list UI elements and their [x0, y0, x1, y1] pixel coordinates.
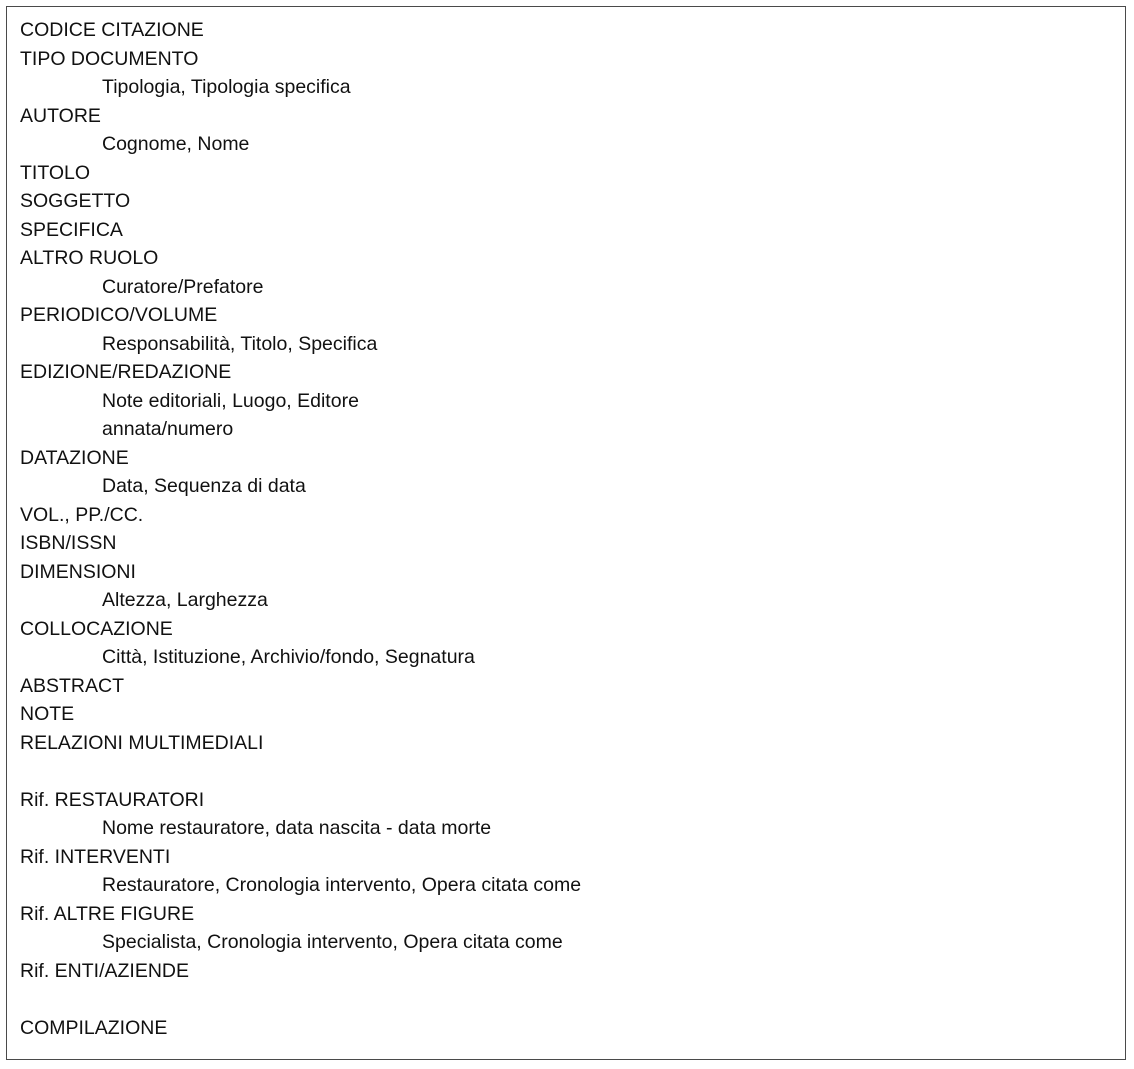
blank-line [20, 985, 581, 1014]
subfield-line: Curatore/Prefatore [102, 275, 264, 298]
field-heading: DATAZIONE [20, 446, 129, 469]
field-heading: TIPO DOCUMENTO [20, 47, 199, 70]
field-heading: COLLOCAZIONE [20, 617, 173, 640]
field-heading: DIMENSIONI [20, 560, 136, 583]
subfield-line: Tipologia, Tipologia specifica [102, 76, 351, 98]
field-heading: RELAZIONI MULTIMEDIALI [20, 731, 264, 754]
field-heading: EDIZIONE/REDAZIONE [20, 361, 232, 383]
field-heading: Rif. ENTI/AZIENDE [20, 959, 190, 982]
field-heading: ALTRO RUOLO [20, 247, 159, 269]
subfield-line: Altezza, Larghezza [102, 589, 268, 611]
subfield-line: Restauratore, Cronologia intervento, Opera citata come [102, 874, 582, 896]
field-heading: ISBN/ISSN [20, 532, 117, 554]
field-heading: NOTE [20, 703, 75, 725]
field-heading: COMPILAZIONE [20, 1016, 168, 1039]
field-heading: ABSTRACT [20, 674, 125, 697]
field-heading: SPECIFICA [20, 218, 123, 241]
field-heading: Rif. INTERVENTI [20, 845, 171, 868]
field-heading: PERIODICO/VOLUME [20, 304, 218, 326]
blank-line [20, 757, 581, 786]
field-heading: SOGGETTO [20, 190, 131, 212]
subfield-line: Responsabilità, Titolo, Specifica [102, 332, 378, 355]
schema-box [6, 6, 1126, 1060]
field-heading: Rif. ALTRE FIGURE [20, 902, 195, 925]
field-heading: TITOLO [20, 161, 91, 184]
field-list [20, 16, 581, 1042]
subfield-line: Nome restauratore, data nascita - data morte [102, 817, 492, 839]
field-heading: CODICE CITAZIONE [20, 19, 204, 41]
subfield-line: Data, Sequenza di data [102, 475, 306, 497]
field-heading: AUTORE [20, 104, 101, 127]
subfield-line: Città, Istituzione, Archivio/fondo, Segnatura [102, 646, 475, 668]
subfield-line: annata/numero [102, 418, 234, 440]
subfield-line: Specialista, Cronologia intervento, Opera citata come [102, 931, 563, 953]
field-heading: VOL., PP./CC. [20, 503, 144, 526]
subfield-line: Note editoriali, Luogo, Editore [102, 389, 359, 412]
field-heading: Rif. RESTAURATORI [20, 788, 205, 811]
subfield-line: Cognome, Nome [102, 133, 250, 155]
